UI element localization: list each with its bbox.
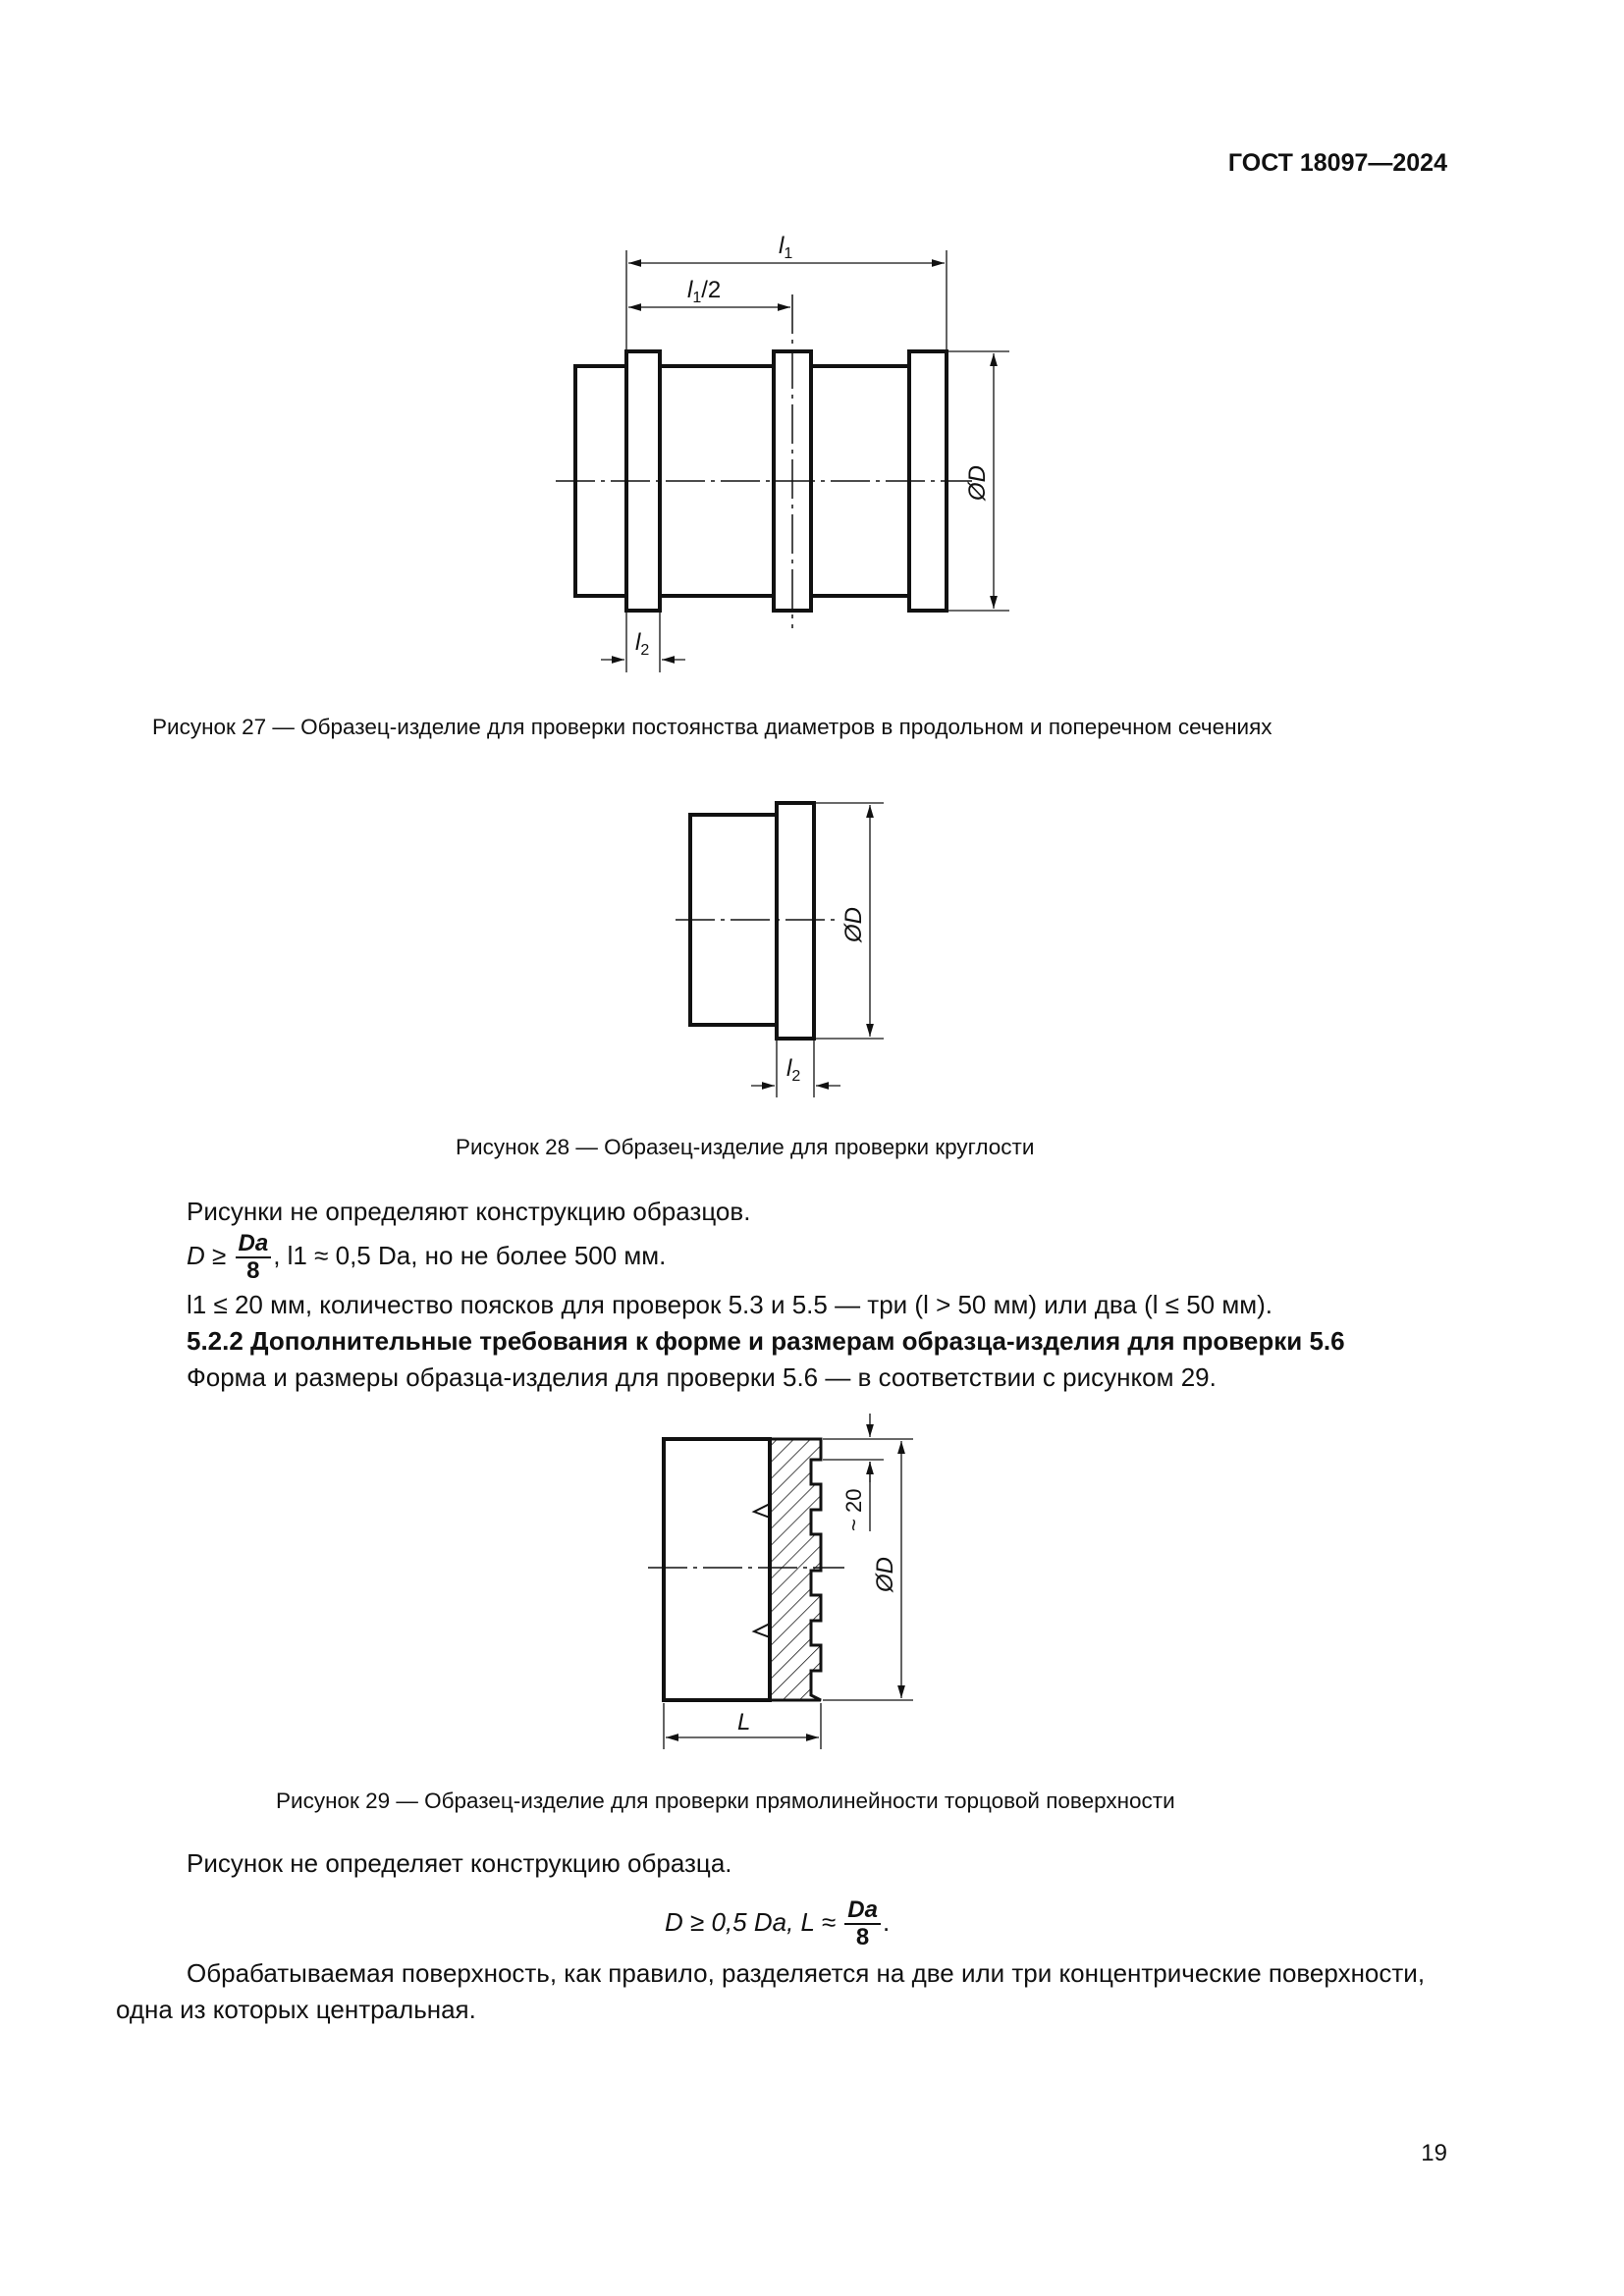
fraction-da-over-8 [844,1898,881,1949]
figure-29-caption: Рисунок 29 — Образец-изделие для проверки прямолинейности торцовой поверхности [276,1789,1175,1813]
formula-prefix: D ≥ 0,5 Da, L ≈ [665,1906,837,1937]
text-line-figure-note: Рисунок не определяет конструкцию образца. [187,1848,732,1878]
fraction-da-over-8 [236,1232,272,1283]
figure-29-drawing [628,1399,923,1772]
figure-28-caption: Рисунок 28 — Образец-изделие для проверки круглости [456,1135,1035,1159]
page-number: 19 [1421,2140,1447,2166]
formula-suffix: , l1 ≈ 0,5 Da, но не более 500 мм. [273,1240,667,1270]
section-heading-5-2-2: 5.2.2 Дополнительные требования к форме и размерам образца-изделия для проверки 5.6 [187,1326,1345,1356]
fraction-numerator: Da [236,1232,272,1258]
text-line-1: Рисунки не определяют конструкцию образцов. [187,1197,751,1226]
dim-20-label: ~ 20 [841,1488,866,1531]
dim-d-label: ØD [872,1557,898,1592]
dim-d-label: ØD [840,907,867,942]
text-line-4: Форма и размеры образца-изделия для проверки 5.6 — в соответствии с рисунком 29. [187,1362,1217,1392]
dim-l1-label: $l_1$ [779,233,793,262]
formula-prefix: D ≥ [187,1240,227,1270]
text-line-3: l1 ≤ 20 мм, количество поясков для проверок 5.3 и 5.5 — три (l > 50 мм) или два (l ≤ 50 мм). [187,1290,1272,1319]
formula-line-2 [665,1898,890,1949]
dim-l1-half-label: $l_1/2$ [687,277,722,306]
dim-l-label: L [737,1709,751,1735]
dim-d-label: ØD [964,465,991,501]
dim-l2-label: $l_2$ [786,1055,801,1085]
fraction-denominator: 8 [855,1924,870,1950]
document-id: ГОСТ 18097—2024 [1227,149,1447,177]
dim-l2-label: $l_2$ [635,629,650,659]
figure-27-caption: Рисунок 27 — Образец-изделие для проверки постоянства диаметров в продольном и поперечном сечениях [152,715,1272,739]
figure-27-drawing [550,221,1021,682]
formula-suffix: . [882,1906,891,1937]
paragraph-surfaces: Обрабатываемая поверхность, как правило, разделяется на две или три концентрические поверхности, одна из которых центральная. [116,1958,1426,2024]
text-block-1 [187,1194,1463,1396]
formula-line-1 [187,1232,1463,1283]
figure-28-drawing [668,785,903,1109]
fraction-denominator: 8 [246,1257,260,1284]
fraction-numerator: Da [844,1898,881,1925]
